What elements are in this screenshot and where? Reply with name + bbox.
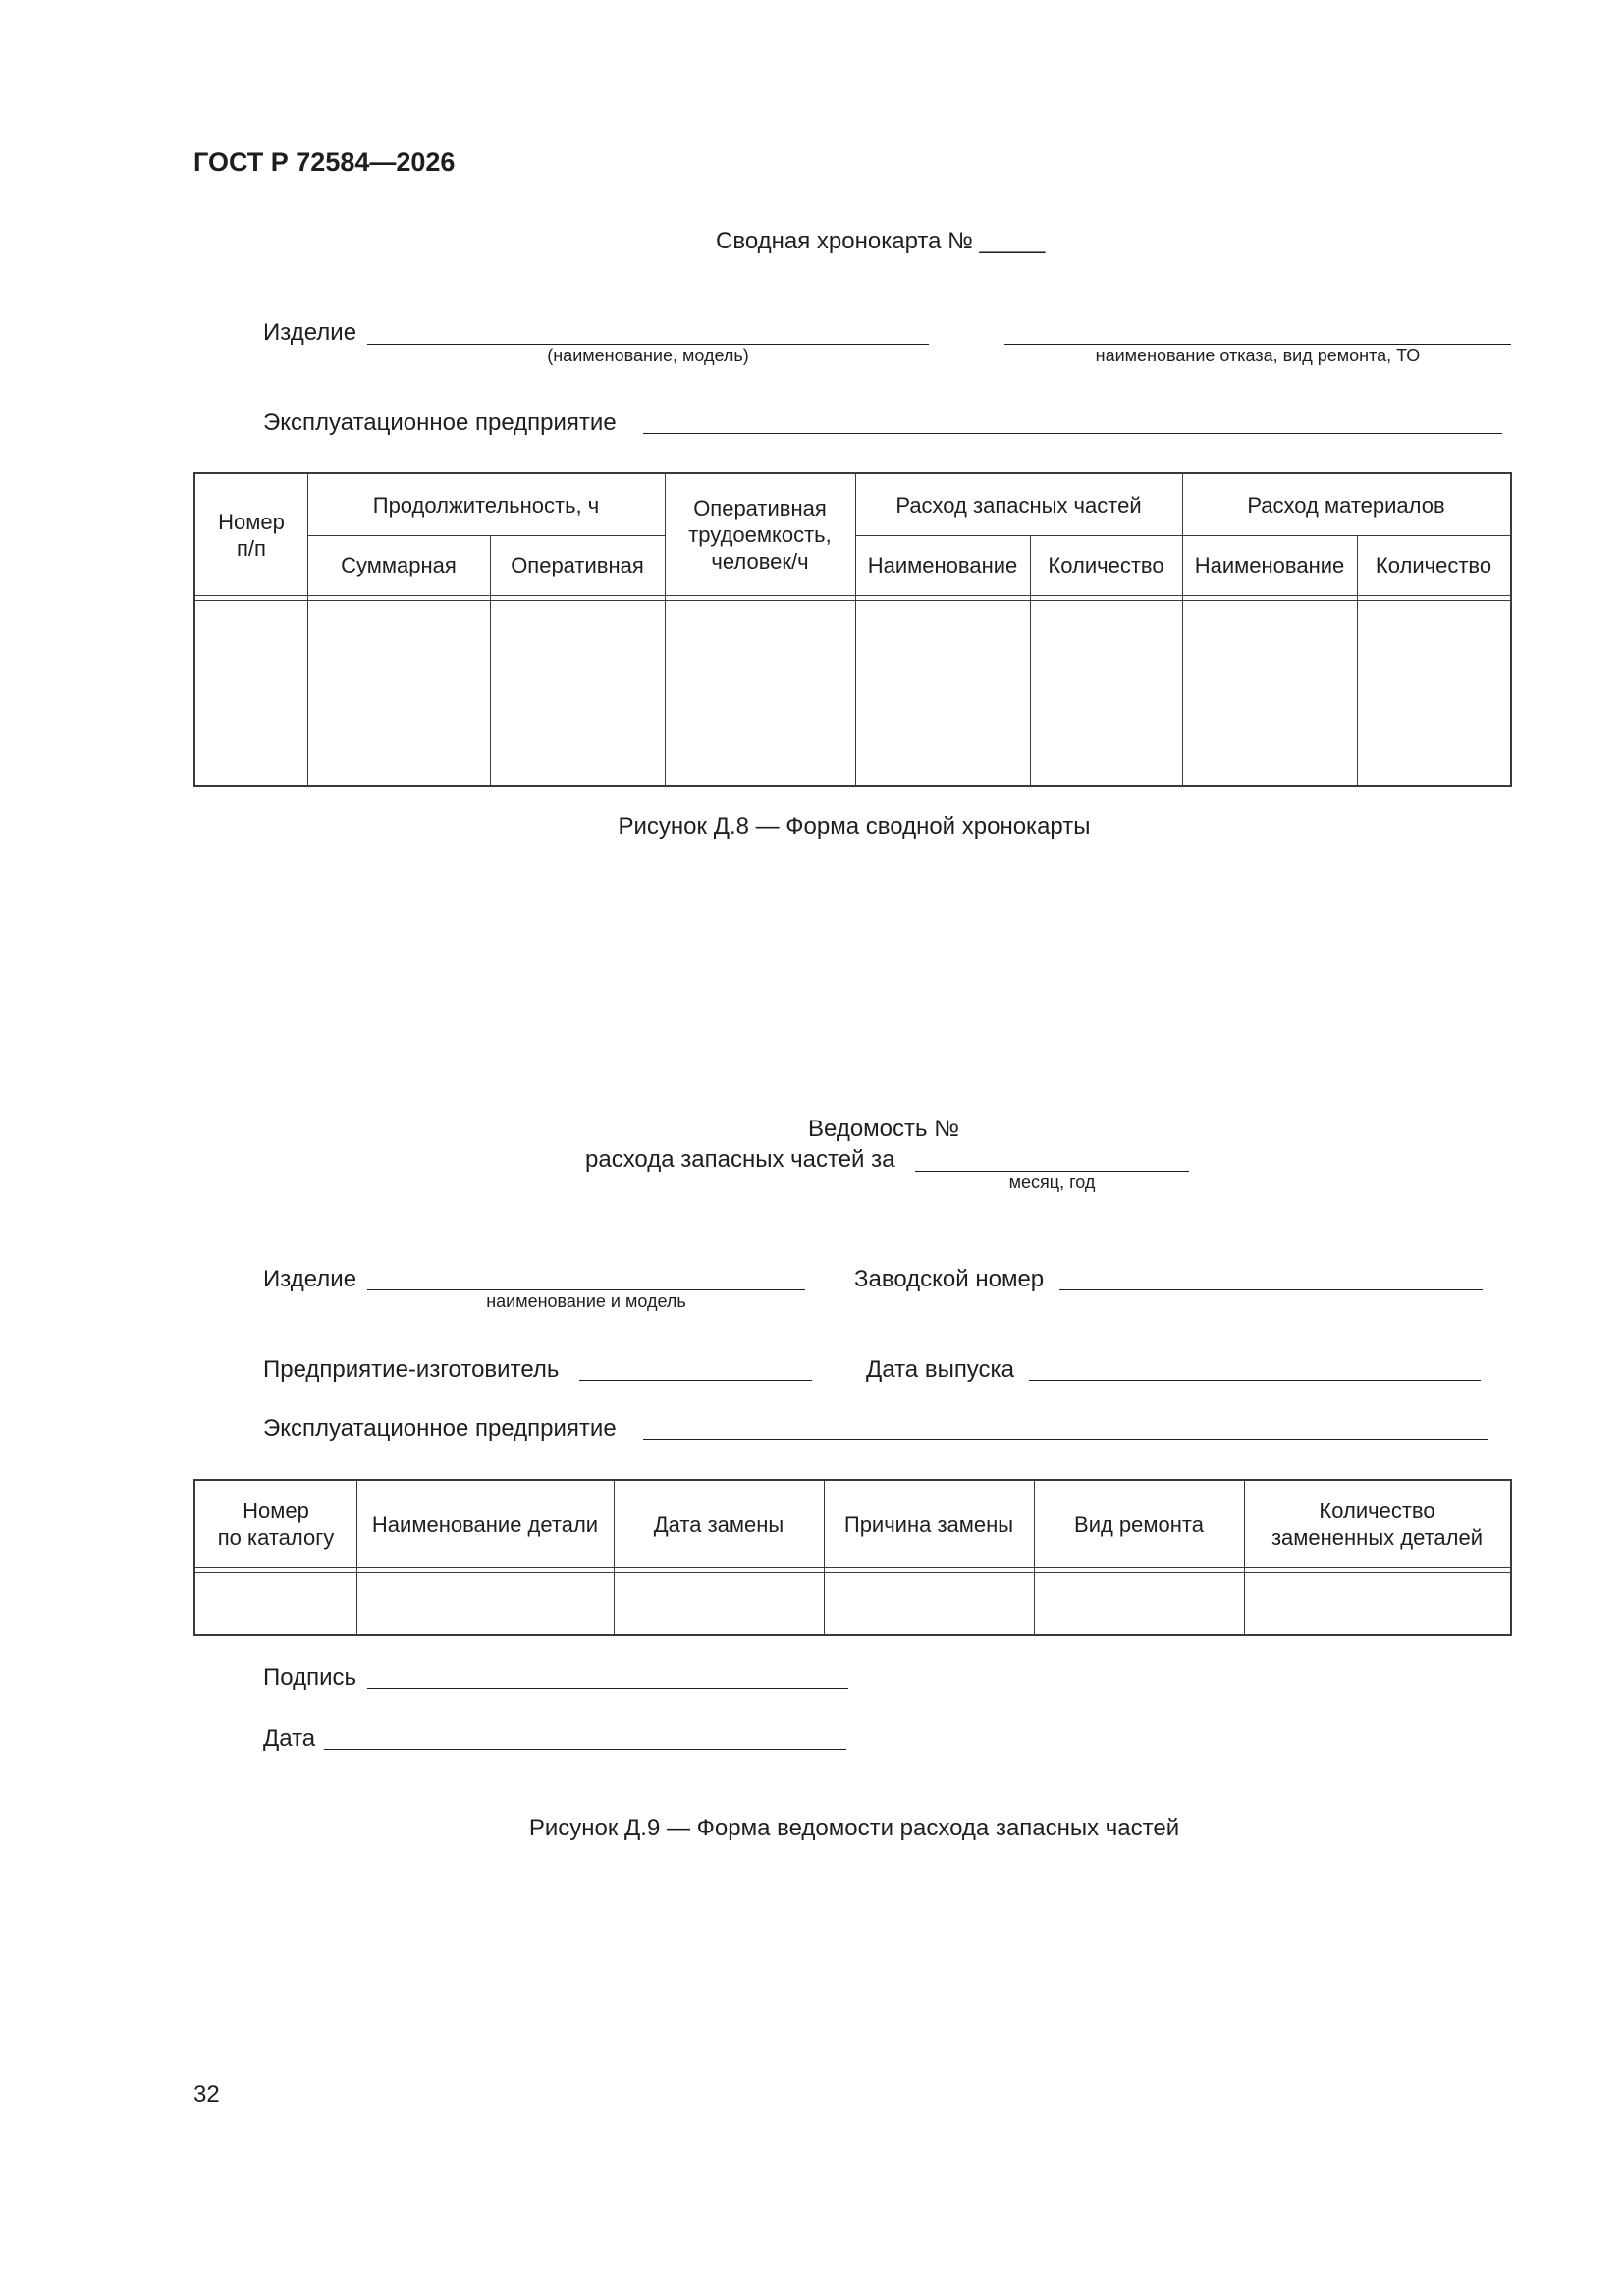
form2-date-label: Дата выпуска <box>866 1356 1014 1383</box>
form2-maker-line[interactable] <box>579 1380 812 1381</box>
form1-operator-label: Эксплуатационное предприятие <box>263 410 617 436</box>
table-cell[interactable] <box>490 602 665 785</box>
table-cell[interactable] <box>1030 602 1182 785</box>
form1-failure-hint: наименование отказа, вид ремонта, ТО <box>1095 346 1421 365</box>
form2-item-label: Изделие <box>263 1266 357 1292</box>
col-materials: Расход материалов <box>1247 492 1445 518</box>
col-duration-total: Суммарная <box>341 553 457 577</box>
form2-date-line[interactable] <box>1029 1380 1481 1381</box>
table-cell[interactable] <box>195 602 307 785</box>
col-parts-qty: Количество <box>1048 553 1164 577</box>
form2-date2-line[interactable] <box>324 1749 846 1750</box>
form2-maker-label: Предприятие-изготовитель <box>263 1356 560 1383</box>
col-parts-name: Наименование <box>867 553 1018 577</box>
col-replaced-qty: Количество замененных деталей <box>1271 1499 1484 1550</box>
col-repair-type: Вид ремонта <box>1074 1511 1204 1537</box>
form1-item-label: Изделие <box>263 319 357 346</box>
form2-signature-line[interactable] <box>367 1688 848 1689</box>
table-cell[interactable] <box>855 602 1030 785</box>
form1-failure-line[interactable] <box>1004 344 1511 345</box>
document-id: ГОСТ Р 72584—2026 <box>193 147 456 177</box>
form2-title: Ведомость № <box>808 1116 959 1142</box>
figure-caption-d8: Рисунок Д.8 — Форма сводной хронокарты <box>618 813 1091 840</box>
figure-caption-d9: Рисунок Д.9 — Форма ведомости расхода запасных частей <box>528 1815 1180 1841</box>
table-cell[interactable] <box>614 1574 824 1634</box>
col-duration-oper: Оперативная <box>511 553 644 577</box>
col-labor: Оперативная трудоемкость, человек/ч <box>688 496 832 574</box>
form2-serial-line[interactable] <box>1059 1289 1483 1290</box>
form1-item-hint: (наименование, модель) <box>547 346 749 365</box>
form2-period-line[interactable] <box>915 1171 1189 1172</box>
form1-item-line[interactable] <box>367 344 929 345</box>
col-catalog-number: Номер по каталогу <box>217 1499 335 1550</box>
table-cell[interactable] <box>1357 602 1510 785</box>
col-reason: Причина замены <box>843 1511 1014 1537</box>
form2-operator-label: Эксплуатационное предприятие <box>263 1415 617 1442</box>
form2-serial-label: Заводской номер <box>854 1266 1045 1292</box>
table-cell[interactable] <box>307 602 490 785</box>
col-replace-date: Дата замены <box>653 1511 784 1537</box>
form2-signature-label: Подпись <box>263 1665 356 1691</box>
col-part-name: Наименование детали <box>371 1511 599 1537</box>
table-cell[interactable] <box>1244 1574 1510 1634</box>
table-cell[interactable] <box>665 602 855 785</box>
table-cell[interactable] <box>195 1574 356 1634</box>
form2-item-hint: наименование и модель <box>486 1291 686 1311</box>
table-cell[interactable] <box>1034 1574 1244 1634</box>
table-cell[interactable] <box>356 1574 614 1634</box>
form2-period-hint: месяц, год <box>1008 1173 1096 1192</box>
table-cell[interactable] <box>1182 602 1357 785</box>
form1-title: Сводная хронокарта № _____ <box>716 228 1046 254</box>
form1-operator-line[interactable] <box>643 433 1502 434</box>
table-cell[interactable] <box>824 1574 1034 1634</box>
col-materials-name: Наименование <box>1194 553 1345 577</box>
col-parts: Расход запасных частей <box>895 492 1142 518</box>
spare-parts-table <box>193 1479 1512 1636</box>
form2-item-line[interactable] <box>367 1289 805 1290</box>
page-number: 32 <box>193 2081 220 2107</box>
form2-date2-label: Дата <box>263 1725 316 1752</box>
col-materials-qty: Количество <box>1375 553 1492 577</box>
form2-subtitle: расхода запасных частей за <box>585 1146 895 1173</box>
chronocard-table <box>193 472 1512 787</box>
form2-operator-line[interactable] <box>643 1439 1488 1440</box>
col-number: Номер п/п <box>218 509 285 561</box>
col-duration: Продолжительность, ч <box>372 492 600 518</box>
